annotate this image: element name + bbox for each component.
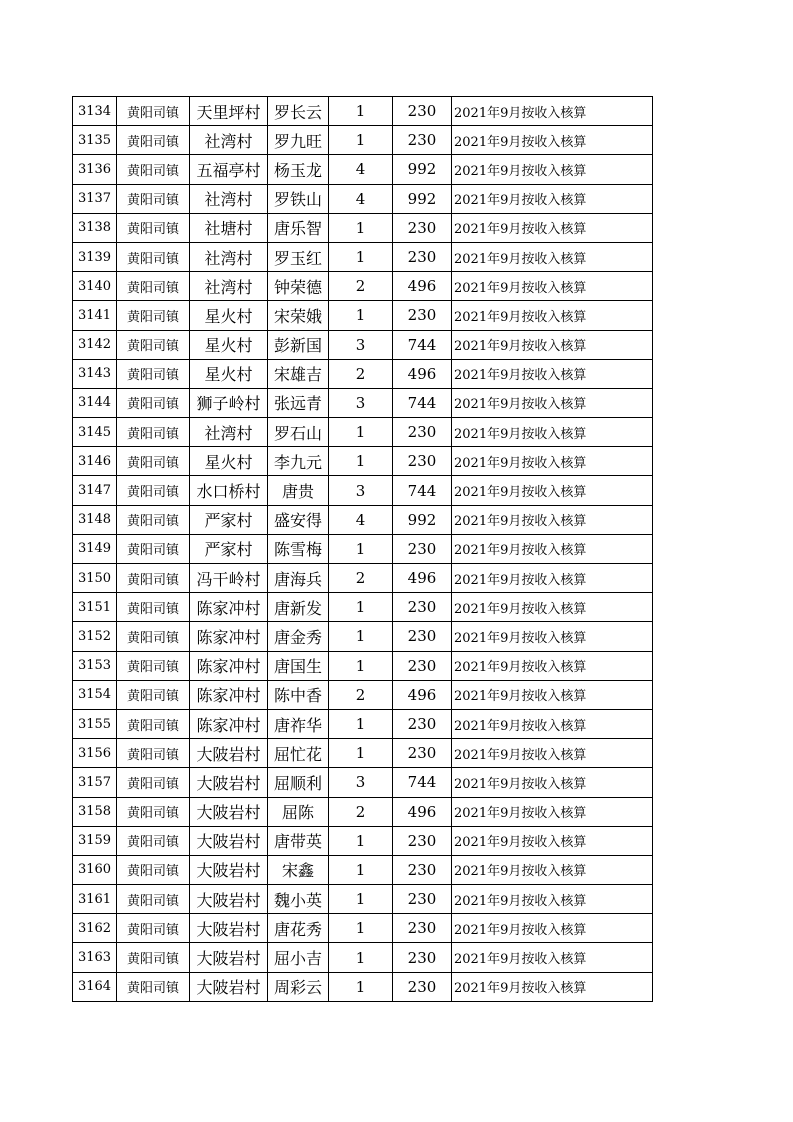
town-cell: 黄阳司镇 <box>117 651 190 680</box>
name-cell: 唐海兵 <box>268 564 329 593</box>
village-cell: 社塘村 <box>190 213 268 242</box>
table-row <box>73 943 653 972</box>
name-cell: 盛安得 <box>268 505 329 534</box>
household-count-cell: 3 <box>329 388 393 417</box>
amount-cell: 744 <box>393 768 452 797</box>
name-cell: 唐带英 <box>268 826 329 855</box>
name-cell: 唐贵 <box>268 476 329 505</box>
village-cell: 陈家冲村 <box>190 651 268 680</box>
name-cell: 罗铁山 <box>268 184 329 213</box>
amount-cell: 744 <box>393 476 452 505</box>
name-cell: 唐新发 <box>268 593 329 622</box>
name-cell: 屈顺利 <box>268 768 329 797</box>
note-cell: 2021年9月按收入核算 <box>452 855 653 884</box>
note-cell: 2021年9月按收入核算 <box>452 972 653 1001</box>
town-cell: 黄阳司镇 <box>117 593 190 622</box>
table-row <box>73 768 653 797</box>
village-cell: 陈家冲村 <box>190 593 268 622</box>
town-cell: 黄阳司镇 <box>117 272 190 301</box>
note-cell: 2021年9月按收入核算 <box>452 447 653 476</box>
household-count-cell: 3 <box>329 768 393 797</box>
amount-cell: 230 <box>393 126 452 155</box>
village-cell: 天里坪村 <box>190 97 268 126</box>
table-row <box>73 213 653 242</box>
amount-cell: 230 <box>393 972 452 1001</box>
amount-cell: 496 <box>393 797 452 826</box>
note-cell: 2021年9月按收入核算 <box>452 505 653 534</box>
town-cell: 黄阳司镇 <box>117 797 190 826</box>
household-count-cell: 1 <box>329 855 393 884</box>
note-cell: 2021年9月按收入核算 <box>452 680 653 709</box>
note-cell: 2021年9月按收入核算 <box>452 330 653 359</box>
table-row <box>73 709 653 738</box>
amount-cell: 992 <box>393 505 452 534</box>
town-cell: 黄阳司镇 <box>117 885 190 914</box>
note-cell: 2021年9月按收入核算 <box>452 826 653 855</box>
household-count-cell: 2 <box>329 797 393 826</box>
household-count-cell: 2 <box>329 359 393 388</box>
row-id-cell: 3136 <box>73 155 117 184</box>
household-count-cell: 1 <box>329 943 393 972</box>
row-id-cell: 3155 <box>73 709 117 738</box>
note-cell: 2021年9月按收入核算 <box>452 797 653 826</box>
household-count-cell: 1 <box>329 914 393 943</box>
name-cell: 杨玉龙 <box>268 155 329 184</box>
amount-cell: 230 <box>393 447 452 476</box>
town-cell: 黄阳司镇 <box>117 155 190 184</box>
village-cell: 大陂岩村 <box>190 885 268 914</box>
name-cell: 屈小吉 <box>268 943 329 972</box>
town-cell: 黄阳司镇 <box>117 534 190 563</box>
household-count-cell: 1 <box>329 301 393 330</box>
table-row <box>73 418 653 447</box>
town-cell: 黄阳司镇 <box>117 388 190 417</box>
note-cell: 2021年9月按收入核算 <box>452 651 653 680</box>
table-row <box>73 272 653 301</box>
village-cell: 陈家冲村 <box>190 622 268 651</box>
table-row <box>73 476 653 505</box>
note-cell: 2021年9月按收入核算 <box>452 768 653 797</box>
row-id-cell: 3150 <box>73 564 117 593</box>
table-row <box>73 330 653 359</box>
town-cell: 黄阳司镇 <box>117 213 190 242</box>
row-id-cell: 3149 <box>73 534 117 563</box>
table-row <box>73 184 653 213</box>
row-id-cell: 3140 <box>73 272 117 301</box>
name-cell: 罗石山 <box>268 418 329 447</box>
table-row <box>73 855 653 884</box>
household-count-cell: 4 <box>329 155 393 184</box>
amount-cell: 230 <box>393 593 452 622</box>
amount-cell: 230 <box>393 739 452 768</box>
amount-cell: 230 <box>393 213 452 242</box>
note-cell: 2021年9月按收入核算 <box>452 242 653 271</box>
row-id-cell: 3162 <box>73 914 117 943</box>
amount-cell: 230 <box>393 855 452 884</box>
row-id-cell: 3156 <box>73 739 117 768</box>
note-cell: 2021年9月按收入核算 <box>452 564 653 593</box>
row-id-cell: 3142 <box>73 330 117 359</box>
amount-cell: 230 <box>393 885 452 914</box>
table-body <box>73 97 653 1002</box>
row-id-cell: 3163 <box>73 943 117 972</box>
name-cell: 罗长云 <box>268 97 329 126</box>
household-count-cell: 4 <box>329 505 393 534</box>
name-cell: 周彩云 <box>268 972 329 1001</box>
town-cell: 黄阳司镇 <box>117 505 190 534</box>
amount-cell: 230 <box>393 826 452 855</box>
row-id-cell: 3135 <box>73 126 117 155</box>
town-cell: 黄阳司镇 <box>117 943 190 972</box>
row-id-cell: 3157 <box>73 768 117 797</box>
household-count-cell: 1 <box>329 447 393 476</box>
household-count-cell: 1 <box>329 651 393 680</box>
table-row <box>73 914 653 943</box>
town-cell: 黄阳司镇 <box>117 330 190 359</box>
note-cell: 2021年9月按收入核算 <box>452 184 653 213</box>
table-row <box>73 126 653 155</box>
village-cell: 大陂岩村 <box>190 914 268 943</box>
amount-cell: 496 <box>393 680 452 709</box>
name-cell: 唐乐智 <box>268 213 329 242</box>
household-count-cell: 3 <box>329 330 393 359</box>
table-row <box>73 505 653 534</box>
name-cell: 宋鑫 <box>268 855 329 884</box>
name-cell: 陈中香 <box>268 680 329 709</box>
household-count-cell: 1 <box>329 242 393 271</box>
village-cell: 陈家冲村 <box>190 680 268 709</box>
row-id-cell: 3154 <box>73 680 117 709</box>
name-cell: 宋荣娥 <box>268 301 329 330</box>
amount-cell: 496 <box>393 359 452 388</box>
village-cell: 大陂岩村 <box>190 972 268 1001</box>
amount-cell: 230 <box>393 301 452 330</box>
village-cell: 陈家冲村 <box>190 709 268 738</box>
village-cell: 大陂岩村 <box>190 739 268 768</box>
town-cell: 黄阳司镇 <box>117 418 190 447</box>
table-row <box>73 739 653 768</box>
town-cell: 黄阳司镇 <box>117 622 190 651</box>
name-cell: 唐花秀 <box>268 914 329 943</box>
village-cell: 星火村 <box>190 359 268 388</box>
amount-cell: 496 <box>393 272 452 301</box>
amount-cell: 230 <box>393 242 452 271</box>
amount-cell: 230 <box>393 622 452 651</box>
village-cell: 大陂岩村 <box>190 826 268 855</box>
name-cell: 屈忙花 <box>268 739 329 768</box>
name-cell: 李九元 <box>268 447 329 476</box>
village-cell: 五福亭村 <box>190 155 268 184</box>
table-row <box>73 534 653 563</box>
name-cell: 唐祚华 <box>268 709 329 738</box>
table-row <box>73 97 653 126</box>
amount-cell: 230 <box>393 943 452 972</box>
household-count-cell: 1 <box>329 213 393 242</box>
village-cell: 社湾村 <box>190 242 268 271</box>
table-row <box>73 564 653 593</box>
note-cell: 2021年9月按收入核算 <box>452 418 653 447</box>
note-cell: 2021年9月按收入核算 <box>452 301 653 330</box>
town-cell: 黄阳司镇 <box>117 359 190 388</box>
town-cell: 黄阳司镇 <box>117 914 190 943</box>
name-cell: 彭新国 <box>268 330 329 359</box>
name-cell: 罗玉红 <box>268 242 329 271</box>
village-cell: 严家村 <box>190 505 268 534</box>
village-cell: 大陂岩村 <box>190 797 268 826</box>
table-row <box>73 651 653 680</box>
note-cell: 2021年9月按收入核算 <box>452 709 653 738</box>
note-cell: 2021年9月按收入核算 <box>452 388 653 417</box>
household-count-cell: 1 <box>329 418 393 447</box>
row-id-cell: 3151 <box>73 593 117 622</box>
village-cell: 冯干岭村 <box>190 564 268 593</box>
amount-cell: 496 <box>393 564 452 593</box>
household-count-cell: 2 <box>329 564 393 593</box>
row-id-cell: 3138 <box>73 213 117 242</box>
table-row <box>73 622 653 651</box>
village-cell: 狮子岭村 <box>190 388 268 417</box>
name-cell: 钟荣德 <box>268 272 329 301</box>
amount-cell: 992 <box>393 184 452 213</box>
village-cell: 社湾村 <box>190 418 268 447</box>
amount-cell: 230 <box>393 914 452 943</box>
table-row <box>73 242 653 271</box>
row-id-cell: 3147 <box>73 476 117 505</box>
name-cell: 罗九旺 <box>268 126 329 155</box>
row-id-cell: 3144 <box>73 388 117 417</box>
table-row <box>73 301 653 330</box>
amount-cell: 230 <box>393 709 452 738</box>
row-id-cell: 3152 <box>73 622 117 651</box>
town-cell: 黄阳司镇 <box>117 184 190 213</box>
note-cell: 2021年9月按收入核算 <box>452 885 653 914</box>
town-cell: 黄阳司镇 <box>117 855 190 884</box>
town-cell: 黄阳司镇 <box>117 564 190 593</box>
household-count-cell: 3 <box>329 476 393 505</box>
household-count-cell: 1 <box>329 972 393 1001</box>
amount-cell: 230 <box>393 418 452 447</box>
beneficiary-table <box>72 96 653 1002</box>
amount-cell: 230 <box>393 651 452 680</box>
row-id-cell: 3159 <box>73 826 117 855</box>
village-cell: 大陂岩村 <box>190 943 268 972</box>
row-id-cell: 3141 <box>73 301 117 330</box>
town-cell: 黄阳司镇 <box>117 739 190 768</box>
name-cell: 屈陈 <box>268 797 329 826</box>
note-cell: 2021年9月按收入核算 <box>452 126 653 155</box>
note-cell: 2021年9月按收入核算 <box>452 155 653 184</box>
row-id-cell: 3143 <box>73 359 117 388</box>
name-cell: 唐国生 <box>268 651 329 680</box>
table-row <box>73 388 653 417</box>
row-id-cell: 3146 <box>73 447 117 476</box>
village-cell: 星火村 <box>190 330 268 359</box>
town-cell: 黄阳司镇 <box>117 826 190 855</box>
note-cell: 2021年9月按收入核算 <box>452 914 653 943</box>
name-cell: 魏小英 <box>268 885 329 914</box>
table-row <box>73 155 653 184</box>
amount-cell: 230 <box>393 534 452 563</box>
row-id-cell: 3134 <box>73 97 117 126</box>
village-cell: 星火村 <box>190 447 268 476</box>
household-count-cell: 1 <box>329 97 393 126</box>
table-row <box>73 797 653 826</box>
village-cell: 星火村 <box>190 301 268 330</box>
note-cell: 2021年9月按收入核算 <box>452 622 653 651</box>
row-id-cell: 3161 <box>73 885 117 914</box>
table-row <box>73 885 653 914</box>
household-count-cell: 1 <box>329 622 393 651</box>
village-cell: 水口桥村 <box>190 476 268 505</box>
town-cell: 黄阳司镇 <box>117 476 190 505</box>
household-count-cell: 4 <box>329 184 393 213</box>
note-cell: 2021年9月按收入核算 <box>452 739 653 768</box>
row-id-cell: 3139 <box>73 242 117 271</box>
village-cell: 社湾村 <box>190 126 268 155</box>
household-count-cell: 1 <box>329 534 393 563</box>
note-cell: 2021年9月按收入核算 <box>452 534 653 563</box>
table-row <box>73 359 653 388</box>
village-cell: 社湾村 <box>190 184 268 213</box>
household-count-cell: 1 <box>329 826 393 855</box>
row-id-cell: 3137 <box>73 184 117 213</box>
row-id-cell: 3158 <box>73 797 117 826</box>
note-cell: 2021年9月按收入核算 <box>452 97 653 126</box>
town-cell: 黄阳司镇 <box>117 447 190 476</box>
village-cell: 社湾村 <box>190 272 268 301</box>
household-count-cell: 1 <box>329 593 393 622</box>
village-cell: 严家村 <box>190 534 268 563</box>
row-id-cell: 3145 <box>73 418 117 447</box>
table-row <box>73 826 653 855</box>
name-cell: 张远青 <box>268 388 329 417</box>
row-id-cell: 3153 <box>73 651 117 680</box>
note-cell: 2021年9月按收入核算 <box>452 359 653 388</box>
town-cell: 黄阳司镇 <box>117 709 190 738</box>
amount-cell: 992 <box>393 155 452 184</box>
household-count-cell: 1 <box>329 709 393 738</box>
table-row <box>73 972 653 1001</box>
town-cell: 黄阳司镇 <box>117 972 190 1001</box>
table-row <box>73 447 653 476</box>
town-cell: 黄阳司镇 <box>117 768 190 797</box>
household-count-cell: 1 <box>329 739 393 768</box>
town-cell: 黄阳司镇 <box>117 97 190 126</box>
amount-cell: 230 <box>393 97 452 126</box>
note-cell: 2021年9月按收入核算 <box>452 593 653 622</box>
row-id-cell: 3164 <box>73 972 117 1001</box>
household-count-cell: 2 <box>329 272 393 301</box>
town-cell: 黄阳司镇 <box>117 680 190 709</box>
town-cell: 黄阳司镇 <box>117 301 190 330</box>
note-cell: 2021年9月按收入核算 <box>452 476 653 505</box>
note-cell: 2021年9月按收入核算 <box>452 272 653 301</box>
name-cell: 宋雄吉 <box>268 359 329 388</box>
household-count-cell: 1 <box>329 126 393 155</box>
village-cell: 大陂岩村 <box>190 768 268 797</box>
town-cell: 黄阳司镇 <box>117 126 190 155</box>
amount-cell: 744 <box>393 388 452 417</box>
village-cell: 大陂岩村 <box>190 855 268 884</box>
row-id-cell: 3148 <box>73 505 117 534</box>
name-cell: 陈雪梅 <box>268 534 329 563</box>
note-cell: 2021年9月按收入核算 <box>452 213 653 242</box>
table-row <box>73 680 653 709</box>
household-count-cell: 2 <box>329 680 393 709</box>
household-count-cell: 1 <box>329 885 393 914</box>
row-id-cell: 3160 <box>73 855 117 884</box>
note-cell: 2021年9月按收入核算 <box>452 943 653 972</box>
amount-cell: 744 <box>393 330 452 359</box>
town-cell: 黄阳司镇 <box>117 242 190 271</box>
name-cell: 唐金秀 <box>268 622 329 651</box>
table-row <box>73 593 653 622</box>
